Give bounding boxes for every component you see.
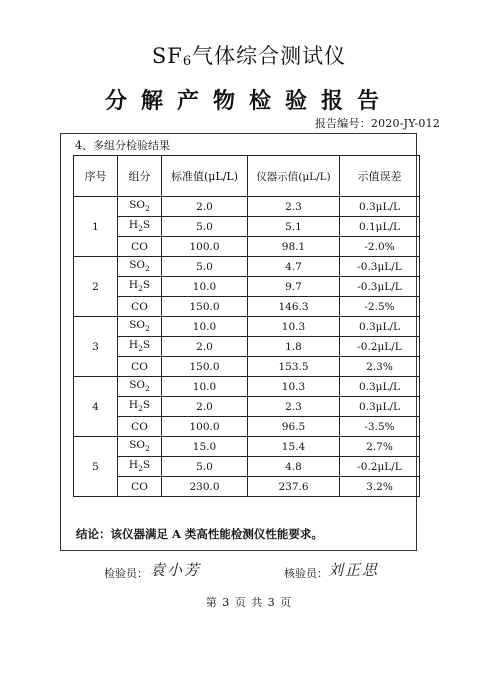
inst-cell: 5.1 [248,217,340,237]
component-subscript: 2 [145,444,150,454]
component-name: SO [129,379,146,392]
component-subscript: 2 [145,324,150,334]
err-cell: 2.3% [340,357,420,377]
component-cell [118,297,162,317]
component-tail: S [142,459,151,472]
std-cell: 150.0 [162,357,248,377]
conclusion: 结论：该仪器满足 A 类高性能检测仪性能要求。 [76,527,323,541]
component-cell [118,377,162,397]
err-cell: 0.3μL/L [340,377,420,397]
component-subscript: 2 [138,464,143,474]
std-cell: 15.0 [162,437,248,457]
inst-cell: 96.5 [248,417,340,437]
table-body [74,197,420,497]
results-table [73,155,420,497]
component-tail: S [142,399,151,412]
table-row [74,317,420,337]
component-cell [118,457,162,477]
header-cell: 组分 [118,156,162,197]
component-subscript: 2 [145,384,150,394]
component-cell [118,277,162,297]
std-cell: 2.0 [162,197,248,217]
component-cell [118,397,162,417]
table-header-row [74,156,420,197]
component-cell [118,417,162,437]
table-row [74,277,420,297]
component-name: CO [131,300,148,313]
component-cell [118,237,162,257]
std-cell: 5.0 [162,257,248,277]
document-title: $SF_6$气体综合测试仪 [151,44,347,69]
component-name: SO [129,199,146,212]
component-tail: S [142,219,151,232]
component-cell [118,217,162,237]
header-cell: 标准值(μL/L) [162,156,248,197]
table-row [74,197,420,217]
component-name: CO [131,240,148,253]
component-tail: S [142,339,151,352]
err-cell: 0.3μL/L [340,397,420,417]
table-row [74,257,420,277]
std-cell: 10.0 [162,277,248,297]
inst-cell: 146.3 [248,297,340,317]
std-cell: 2.0 [162,397,248,417]
inst-cell: 4.7 [248,257,340,277]
inspector-label: 检验员： [104,567,148,580]
component-name: CO [131,360,148,373]
header-cell: 仪器示值(μL/L) [248,156,340,197]
group-number-cell: 1 [74,197,118,257]
std-cell: 150.0 [162,297,248,317]
table-row [74,217,420,237]
table-row [74,397,420,417]
group-number-cell: 3 [74,317,118,377]
inst-cell: 4.8 [248,457,340,477]
std-cell: 5.0 [162,217,248,237]
table-row [74,477,420,497]
group-number-cell: 5 [74,437,118,497]
component-name: H [128,339,139,352]
checker-signature: 刘正思 [328,561,380,579]
inst-cell: 9.7 [248,277,340,297]
component-name: CO [131,480,148,493]
err-cell: -0.2μL/L [340,457,420,477]
table-row [74,377,420,397]
err-cell: -0.3μL/L [340,257,420,277]
err-cell: 3.2% [340,477,420,497]
header-cell: 示值误差 [340,156,420,197]
err-cell: 0.1μL/L [340,217,420,237]
component-name: CO [131,420,148,433]
component-cell [118,477,162,497]
table-row [74,237,420,257]
err-cell: 0.3μL/L [340,197,420,217]
component-name: SO [129,259,146,272]
table-row [74,357,420,377]
inst-cell: 2.3 [248,197,340,217]
table-row [74,457,420,477]
inspector-signature: 袁小芳 [150,561,202,579]
inst-cell: 153.5 [248,357,340,377]
group-number-cell: 4 [74,377,118,437]
std-cell: 2.0 [162,337,248,357]
std-cell: 5.0 [162,457,248,477]
component-name: H [128,219,139,232]
err-cell: 2.7% [340,437,420,457]
component-subscript: 2 [138,404,143,414]
err-cell: -0.3μL/L [340,277,420,297]
std-cell: 230.0 [162,477,248,497]
checker-label: 核验员： [284,567,328,580]
table-row [74,297,420,317]
inst-cell: 15.4 [248,437,340,457]
inst-cell: 10.3 [248,377,340,397]
section-title: 4、多组分检验结果 [75,139,170,152]
table-row [74,437,420,457]
inst-cell: 98.1 [248,237,340,257]
component-subscript: 2 [145,204,150,214]
std-cell: 10.0 [162,317,248,337]
header-cell: 序号 [74,156,118,197]
err-cell: -3.5% [340,417,420,437]
component-cell [118,317,162,337]
component-cell [118,197,162,217]
component-subscript: 2 [138,224,143,234]
component-subscript: 2 [138,284,143,294]
inst-cell: 1.8 [248,337,340,357]
inst-cell: 2.3 [248,397,340,417]
std-cell: 10.0 [162,377,248,397]
group-number-cell: 2 [74,257,118,317]
component-name: H [128,399,139,412]
component-cell [118,357,162,377]
err-cell: 0.3μL/L [340,317,420,337]
component-cell [118,257,162,277]
component-cell [118,437,162,457]
std-cell: 100.0 [162,417,248,437]
table-row [74,417,420,437]
inst-cell: 10.3 [248,317,340,337]
component-subscript: 2 [145,264,150,274]
component-subscript: 2 [138,344,143,354]
document-subtitle: 分解产物检验报告 [104,88,393,114]
std-cell: 100.0 [162,237,248,257]
table-row [74,337,420,357]
component-name: H [128,459,139,472]
err-cell: -0.2μL/L [340,337,420,357]
component-name: SO [129,319,146,332]
component-name: H [128,279,139,292]
err-cell: -2.0% [340,237,420,257]
page-number: 第 3 页 共 3 页 [205,596,293,609]
inst-cell: 237.6 [248,477,340,497]
component-tail: S [142,279,151,292]
err-cell: -2.5% [340,297,420,317]
report-number: 报告编号：2020-JY-012 [314,117,440,130]
component-name: SO [129,439,146,452]
component-cell [118,337,162,357]
